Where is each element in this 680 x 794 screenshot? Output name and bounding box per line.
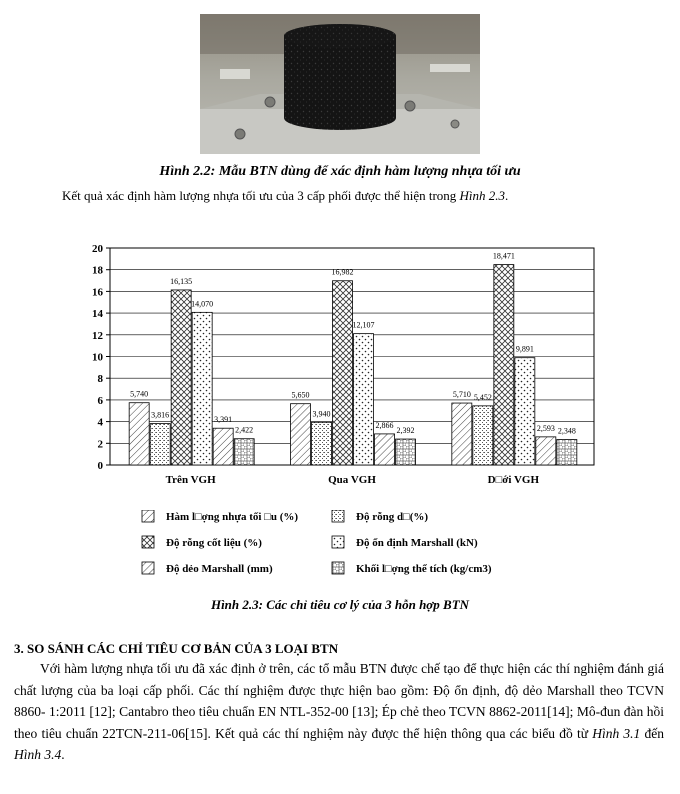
intro-figure-ref: Hình 2.3 — [459, 188, 506, 203]
legend-label: Độ rỗng d□(%) — [356, 511, 429, 523]
legend-swatch — [332, 536, 344, 548]
data-label: 16,135 — [170, 276, 193, 286]
bar — [312, 422, 332, 465]
data-label: 12,107 — [352, 320, 375, 330]
y-tick-label: 0 — [97, 460, 103, 472]
legend-label: Độ dẻo Marshall (mm) — [166, 563, 273, 575]
data-label: 5,740 — [130, 389, 149, 399]
bar — [515, 358, 535, 465]
legend-label: Độ rỗng cốt liệu (%) — [166, 537, 262, 549]
legend-swatch — [142, 536, 154, 548]
data-label: 3,391 — [214, 415, 233, 425]
section-heading: 3. SO SÁNH CÁC CHỈ TIÊU CƠ BẢN CỦA 3 LOẠI BTN — [14, 641, 339, 656]
intro-text-after: . — [505, 188, 509, 203]
x-category-label: Qua VGH — [328, 474, 376, 486]
y-tick-label: 16 — [92, 286, 103, 299]
x-category-label: D□ới VGH — [487, 474, 540, 486]
data-label: 16,982 — [331, 267, 354, 277]
bar — [291, 404, 311, 465]
bar — [452, 403, 472, 465]
legend-label: Hàm l□ợng nhựa tối □u (%) — [166, 511, 299, 523]
bar — [494, 265, 514, 465]
y-tick-label: 4 — [97, 416, 103, 429]
y-tick-label: 12 — [92, 329, 103, 342]
y-tick-label: 2 — [97, 438, 103, 451]
bar — [557, 440, 577, 465]
figure-2-3-caption: Hình 2.3: Các chỉ tiêu cơ lý của 3 hỗn hợp BTN — [210, 597, 470, 612]
legend-label: Độ ổn định Marshall (kN) — [356, 537, 478, 549]
paragraph-text-middle: đến — [640, 725, 664, 741]
data-label: 9,891 — [515, 344, 534, 354]
data-label: 3,940 — [312, 409, 331, 419]
bar — [473, 406, 493, 465]
data-label: 5,650 — [291, 390, 310, 400]
legend-swatch — [142, 562, 154, 574]
intro-text — [62, 188, 508, 204]
y-tick-label: 20 — [92, 243, 103, 255]
bar — [375, 434, 395, 465]
y-tick-label: 8 — [97, 373, 103, 386]
legend-swatch — [332, 510, 344, 522]
paragraph-text: Với hàm lượng nhựa tối ưu đã xác định ở trên, các tổ mẫu BTN được chế tạo để thực hiện các thí nghiệm đánh giá chất lượng của ba loại cấp phối. Các thí nghiệm được thực hiện bao gồm: Độ ổn định, độ dẻo Marshall theo TCVN 8860- 1:2011 [12]; Cantabro theo tiêu chuẩn EN NTL-352-00 [13]; Ép chẻ theo TCVN 8862-2011[14]; Mô-đun đàn hồi theo tiêu chuẩn 22TCN-211-06[15]. Kết quả các thí nghiệm này được thể hiện thông qua các biểu đồ từ — [14, 661, 664, 741]
legend-swatch — [332, 562, 344, 574]
y-tick-label: 18 — [92, 264, 103, 277]
bar — [213, 428, 233, 465]
bar — [192, 312, 212, 465]
bar — [396, 439, 416, 465]
bar — [171, 290, 191, 465]
figure-2-2-caption: Hình 2.2: Mẫu BTN dùng để xác định hàm lượng nhựa tối ưu — [159, 164, 521, 179]
intro-text-before: Kết quả xác định hàm lượng nhựa tối ưu của 3 cấp phối được thể hiện trong — [62, 188, 460, 203]
legend-swatch — [142, 510, 154, 522]
y-tick-label: 14 — [92, 308, 103, 321]
data-label: 14,070 — [191, 299, 214, 309]
asphalt-sample-photo — [200, 14, 480, 154]
data-label: 2,348 — [557, 426, 576, 436]
x-category-label: Trên VGH — [165, 474, 216, 486]
data-label: 5,452 — [473, 392, 492, 402]
data-label: 2,866 — [375, 420, 394, 430]
data-label: 3,816 — [151, 410, 170, 420]
figure-ref-end: Hình 3.4 — [14, 747, 62, 762]
data-label: 2,593 — [536, 423, 555, 433]
bar — [150, 424, 170, 465]
data-label: 2,392 — [396, 426, 415, 436]
bar — [129, 403, 149, 465]
bar — [354, 334, 374, 465]
bar — [234, 439, 254, 465]
chart-legend — [0, 510, 680, 585]
body-paragraph — [14, 658, 664, 766]
data-label: 2,422 — [235, 425, 254, 435]
y-tick-label: 6 — [97, 394, 103, 407]
data-label: 18,471 — [492, 251, 515, 261]
figure-ref-start: Hình 3.1 — [592, 725, 641, 741]
y-tick-label: 10 — [92, 351, 103, 364]
paragraph-text-end: . — [61, 747, 65, 762]
legend-label: Khối l□ợng thể tích (kg/cm3) — [356, 563, 492, 575]
bar — [536, 437, 556, 465]
bar-chart — [76, 236, 606, 486]
bar — [333, 281, 353, 465]
data-label: 5,710 — [452, 390, 471, 400]
